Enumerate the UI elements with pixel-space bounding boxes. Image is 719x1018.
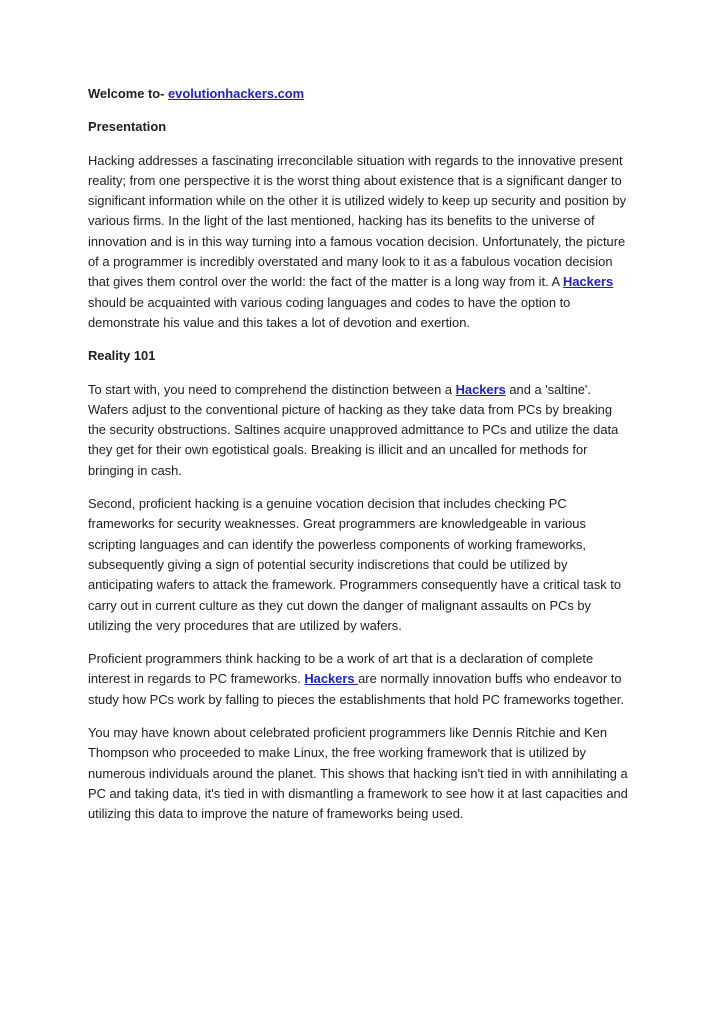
paragraph-text: are normally innovation buffs who endeavor to study how PCs work by falling to pieces the establishments that hold PC frameworks together. (88, 671, 624, 707)
heading-reality-101: Reality 101 (88, 348, 156, 364)
document-title (88, 84, 633, 104)
hackers-link-3[interactable]: Hackers (304, 671, 359, 687)
heading-presentation: Presentation (88, 119, 167, 135)
paragraph-famous-programmers: You may have known about celebrated proficient programmers like Dennis Ritchie and Ken Thompson who proceeded to make Linux, the free working framework that is utilized by numerous individuals around the planet. This shows that hacking isn't tied in with annihilating a PC and taking data, it's tied in with dismantling a framework to see how it at last capacities and utilizing this data to improve the nature of frameworks being used. (88, 725, 628, 822)
title-text: Welcome to- (88, 86, 168, 101)
paragraph-text: Proficient programmers think hacking to be a work of art that is a declaration of complete interest in regards to PC frameworks. (88, 651, 594, 687)
paragraph-text: To start with, you need to comprehend the distinction between a (88, 381, 456, 397)
paragraph-work-of-art (88, 649, 633, 710)
hackers-link-2[interactable]: Hackers (455, 381, 506, 397)
paragraph-text: Hacking addresses a fascinating irreconcilable situation with regards to the innovative present reality; from one perspective it is the worst thing about existence that is a significant danger to significant information while on the other it is utilized widely to keep up security and position by various firms. In the light of the last mentioned, hacking has its benefits to the universe of innovation and is in this way turning into a famous vocation decision. Unfortunately, the picture of a programmer is incredibly overstated and many look to it as a fabulous vocation decision that gives them control over the world: the fact of the matter is a long way from it. A (88, 152, 627, 290)
evolutionhackers-link[interactable]: evolutionhackers.com (167, 86, 305, 101)
paragraph-intro (88, 151, 633, 334)
paragraph-text: and a 'saltine'. Wafers adjust to the conventional picture of hacking as they take data from PCs by breaking the security obstructions. Saltines acquire unapproved admittance to PCs and utilize the data they get for their own egotistical goals. Breaking is illicit and an uncalled for methods for bringing in cash. (88, 381, 619, 478)
paragraph-proficient-hacking: Second, proficient hacking is a genuine vocation decision that includes checking PC frameworks for security weaknesses. Great programmers are knowledgeable in various scripting languages and can identify the powerless components of working frameworks, subsequently giving a sign of potential security indiscretions that could be utilized by anticipating wafers to attack the framework. Programmers consequently have a critical task to carry out in current culture as they cut down the danger of malignant assaults on PCs by utilizing the very procedures that are utilized by wafers. (88, 496, 622, 633)
paragraph-distinction (88, 380, 633, 481)
paragraph-text: should be acquainted with various coding languages and codes to have the option to demonstrate his value and this takes a lot of devotion and exertion. (88, 294, 571, 330)
hackers-link-1[interactable]: Hackers (563, 274, 614, 290)
